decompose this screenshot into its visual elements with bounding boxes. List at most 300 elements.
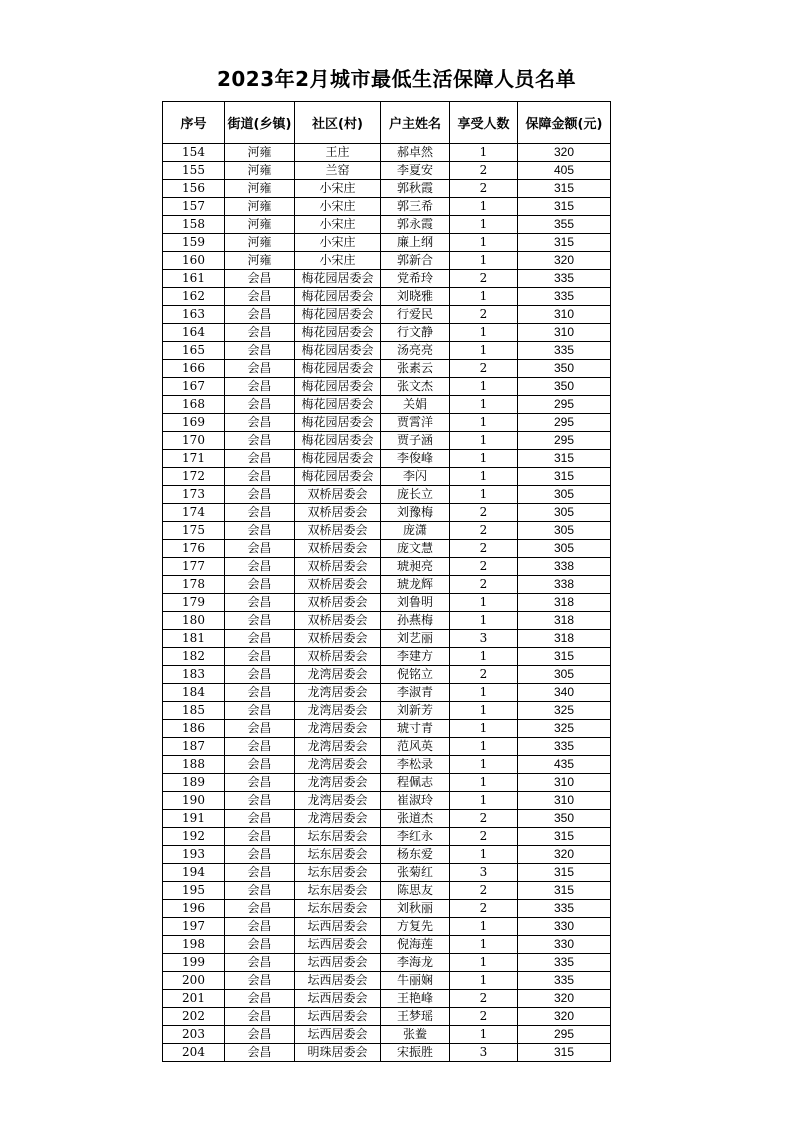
allowance-amount-cell: 295: [518, 414, 611, 432]
community-cell: 坛东居委会: [295, 828, 381, 846]
householder-name-cell: 张素云: [381, 360, 450, 378]
community-cell: 龙湾居委会: [295, 756, 381, 774]
allowance-amount-cell: 295: [518, 396, 611, 414]
householder-name-cell: 李闪: [381, 468, 450, 486]
allowance-amount-cell: 350: [518, 378, 611, 396]
table-row: [163, 846, 611, 864]
serial-number-cell: 168: [163, 396, 225, 414]
table-row: [163, 918, 611, 936]
householder-name-cell: 陈思友: [381, 882, 450, 900]
allowance-amount-cell: 315: [518, 234, 611, 252]
community-cell: 兰窑: [295, 162, 381, 180]
beneficiary-count-cell: 1: [450, 612, 518, 630]
beneficiary-count-cell: 2: [450, 576, 518, 594]
householder-name-cell: 郭永霞: [381, 216, 450, 234]
beneficiary-count-cell: 2: [450, 558, 518, 576]
community-cell: 小宋庄: [295, 216, 381, 234]
householder-name-cell: 琥昶亮: [381, 558, 450, 576]
beneficiary-count-cell: 2: [450, 990, 518, 1008]
householder-name-cell: 李海龙: [381, 954, 450, 972]
street-cell: 会昌: [225, 828, 295, 846]
beneficiary-count-cell: 1: [450, 702, 518, 720]
community-cell: 双桥居委会: [295, 630, 381, 648]
allowance-amount-cell: 295: [518, 432, 611, 450]
street-cell: 会昌: [225, 666, 295, 684]
beneficiary-count-cell: 1: [450, 684, 518, 702]
street-cell: 会昌: [225, 432, 295, 450]
community-cell: 双桥居委会: [295, 522, 381, 540]
householder-name-cell: 郭秋霞: [381, 180, 450, 198]
roster-body: [163, 144, 611, 1062]
allowance-amount-cell: 310: [518, 324, 611, 342]
serial-number-cell: 179: [163, 594, 225, 612]
table-row: [163, 828, 611, 846]
community-cell: 坛东居委会: [295, 882, 381, 900]
street-cell: 会昌: [225, 468, 295, 486]
beneficiary-count-cell: 1: [450, 144, 518, 162]
street-cell: 会昌: [225, 918, 295, 936]
header-street: 街道(乡镇): [225, 102, 295, 144]
street-cell: 河雍: [225, 144, 295, 162]
serial-number-cell: 187: [163, 738, 225, 756]
serial-number-cell: 189: [163, 774, 225, 792]
householder-name-cell: 刘艺丽: [381, 630, 450, 648]
allowance-amount-cell: 320: [518, 846, 611, 864]
beneficiary-count-cell: 2: [450, 360, 518, 378]
table-row: [163, 630, 611, 648]
allowance-amount-cell: 325: [518, 702, 611, 720]
street-cell: 会昌: [225, 306, 295, 324]
beneficiary-count-cell: 1: [450, 288, 518, 306]
community-cell: 龙湾居委会: [295, 810, 381, 828]
community-cell: 龙湾居委会: [295, 774, 381, 792]
beneficiary-count-cell: 2: [450, 828, 518, 846]
beneficiary-count-cell: 2: [450, 270, 518, 288]
householder-name-cell: 庞文慧: [381, 540, 450, 558]
community-cell: 双桥居委会: [295, 540, 381, 558]
page-title: 2023年2月城市最低生活保障人员名单: [216, 67, 577, 91]
serial-number-cell: 192: [163, 828, 225, 846]
serial-number-cell: 184: [163, 684, 225, 702]
serial-number-cell: 180: [163, 612, 225, 630]
householder-name-cell: 郭新合: [381, 252, 450, 270]
beneficiary-count-cell: 1: [450, 774, 518, 792]
table-row: [163, 720, 611, 738]
community-cell: 龙湾居委会: [295, 702, 381, 720]
community-cell: 坛西居委会: [295, 972, 381, 990]
serial-number-cell: 161: [163, 270, 225, 288]
table-row: [163, 288, 611, 306]
table-row: [163, 198, 611, 216]
beneficiary-count-cell: 3: [450, 1044, 518, 1062]
beneficiary-count-cell: 1: [450, 720, 518, 738]
community-cell: 龙湾居委会: [295, 792, 381, 810]
street-cell: 会昌: [225, 882, 295, 900]
allowance-amount-cell: 335: [518, 342, 611, 360]
table-row: [163, 342, 611, 360]
householder-name-cell: 李淑青: [381, 684, 450, 702]
serial-number-cell: 154: [163, 144, 225, 162]
serial-number-cell: 177: [163, 558, 225, 576]
street-cell: 河雍: [225, 162, 295, 180]
serial-number-cell: 198: [163, 936, 225, 954]
header-community: 社区(村): [295, 102, 381, 144]
householder-name-cell: 关娟: [381, 396, 450, 414]
community-cell: 明珠居委会: [295, 1044, 381, 1062]
street-cell: 会昌: [225, 612, 295, 630]
street-cell: 河雍: [225, 198, 295, 216]
allowance-amount-cell: 330: [518, 936, 611, 954]
beneficiary-count-cell: 1: [450, 216, 518, 234]
street-cell: 会昌: [225, 360, 295, 378]
street-cell: 会昌: [225, 702, 295, 720]
serial-number-cell: 199: [163, 954, 225, 972]
table-row: [163, 684, 611, 702]
table-row: [163, 972, 611, 990]
community-cell: 梅花园居委会: [295, 360, 381, 378]
table-row: [163, 576, 611, 594]
serial-number-cell: 196: [163, 900, 225, 918]
householder-name-cell: 李俊峰: [381, 450, 450, 468]
street-cell: 会昌: [225, 810, 295, 828]
street-cell: 会昌: [225, 900, 295, 918]
street-cell: 会昌: [225, 342, 295, 360]
table-row: [163, 306, 611, 324]
serial-number-cell: 200: [163, 972, 225, 990]
householder-name-cell: 宋振胜: [381, 1044, 450, 1062]
allowance-amount-cell: 320: [518, 990, 611, 1008]
table-row: [163, 432, 611, 450]
community-cell: 小宋庄: [295, 234, 381, 252]
allowance-amount-cell: 318: [518, 630, 611, 648]
allowance-amount-cell: 350: [518, 810, 611, 828]
street-cell: 河雍: [225, 252, 295, 270]
street-cell: 会昌: [225, 792, 295, 810]
street-cell: 会昌: [225, 738, 295, 756]
allowance-amount-cell: 295: [518, 1026, 611, 1044]
street-cell: 会昌: [225, 1044, 295, 1062]
beneficiary-count-cell: 1: [450, 234, 518, 252]
beneficiary-count-cell: 1: [450, 846, 518, 864]
allowance-amount-cell: 305: [518, 522, 611, 540]
serial-number-cell: 170: [163, 432, 225, 450]
table-row: [163, 324, 611, 342]
householder-name-cell: 廉上纲: [381, 234, 450, 252]
table-row: [163, 378, 611, 396]
community-cell: 坛西居委会: [295, 990, 381, 1008]
community-cell: 梅花园居委会: [295, 288, 381, 306]
beneficiary-count-cell: 1: [450, 450, 518, 468]
beneficiary-count-cell: 3: [450, 630, 518, 648]
table-row: [163, 270, 611, 288]
street-cell: 会昌: [225, 846, 295, 864]
beneficiary-count-cell: 1: [450, 414, 518, 432]
serial-number-cell: 201: [163, 990, 225, 1008]
header-beneficiary-count: 享受人数: [450, 102, 518, 144]
serial-number-cell: 160: [163, 252, 225, 270]
serial-number-cell: 183: [163, 666, 225, 684]
table-row: [163, 558, 611, 576]
street-cell: 会昌: [225, 576, 295, 594]
allowance-amount-cell: 335: [518, 900, 611, 918]
community-cell: 龙湾居委会: [295, 666, 381, 684]
serial-number-cell: 203: [163, 1026, 225, 1044]
serial-number-cell: 166: [163, 360, 225, 378]
street-cell: 会昌: [225, 396, 295, 414]
street-cell: 会昌: [225, 450, 295, 468]
street-cell: 会昌: [225, 774, 295, 792]
table-row: [163, 540, 611, 558]
beneficiary-count-cell: 1: [450, 648, 518, 666]
community-cell: 双桥居委会: [295, 486, 381, 504]
community-cell: 坛西居委会: [295, 1026, 381, 1044]
street-cell: 会昌: [225, 684, 295, 702]
table-row: [163, 990, 611, 1008]
community-cell: 梅花园居委会: [295, 270, 381, 288]
householder-name-cell: 郭三希: [381, 198, 450, 216]
beneficiary-count-cell: 1: [450, 792, 518, 810]
community-cell: 小宋庄: [295, 198, 381, 216]
table-row: [163, 756, 611, 774]
allowance-amount-cell: 335: [518, 954, 611, 972]
householder-name-cell: 王梦瑶: [381, 1008, 450, 1026]
street-cell: 会昌: [225, 990, 295, 1008]
table-row: [163, 1044, 611, 1062]
serial-number-cell: 169: [163, 414, 225, 432]
serial-number-cell: 178: [163, 576, 225, 594]
beneficiary-count-cell: 3: [450, 864, 518, 882]
community-cell: 坛东居委会: [295, 864, 381, 882]
allowance-amount-cell: 325: [518, 720, 611, 738]
beneficiary-count-cell: 1: [450, 198, 518, 216]
street-cell: 会昌: [225, 504, 295, 522]
street-cell: 会昌: [225, 756, 295, 774]
table-row: [163, 216, 611, 234]
table-row: [163, 504, 611, 522]
serial-number-cell: 175: [163, 522, 225, 540]
community-cell: 梅花园居委会: [295, 432, 381, 450]
table-row: [163, 414, 611, 432]
table-row: [163, 360, 611, 378]
serial-number-cell: 204: [163, 1044, 225, 1062]
table-row: [163, 810, 611, 828]
beneficiary-count-cell: 2: [450, 180, 518, 198]
householder-name-cell: 琥寸青: [381, 720, 450, 738]
householder-name-cell: 行爱民: [381, 306, 450, 324]
street-cell: 会昌: [225, 972, 295, 990]
header-serial-number: 序号: [163, 102, 225, 144]
serial-number-cell: 185: [163, 702, 225, 720]
householder-name-cell: 倪铭立: [381, 666, 450, 684]
allowance-amount-cell: 338: [518, 558, 611, 576]
community-cell: 坛西居委会: [295, 918, 381, 936]
allowance-amount-cell: 318: [518, 594, 611, 612]
serial-number-cell: 195: [163, 882, 225, 900]
serial-number-cell: 158: [163, 216, 225, 234]
community-cell: 梅花园居委会: [295, 396, 381, 414]
beneficiary-count-cell: 1: [450, 1026, 518, 1044]
allowance-amount-cell: 315: [518, 450, 611, 468]
allowance-amount-cell: 320: [518, 1008, 611, 1026]
beneficiary-count-cell: 1: [450, 252, 518, 270]
table-row: [163, 396, 611, 414]
community-cell: 梅花园居委会: [295, 306, 381, 324]
allowance-amount-cell: 330: [518, 918, 611, 936]
community-cell: 龙湾居委会: [295, 738, 381, 756]
allowance-amount-cell: 310: [518, 792, 611, 810]
serial-number-cell: 188: [163, 756, 225, 774]
householder-name-cell: 贾霄洋: [381, 414, 450, 432]
street-cell: 会昌: [225, 270, 295, 288]
table-row: [163, 900, 611, 918]
table-row: [163, 954, 611, 972]
allowance-amount-cell: 315: [518, 1044, 611, 1062]
allowance-amount-cell: 315: [518, 828, 611, 846]
community-cell: 龙湾居委会: [295, 684, 381, 702]
community-cell: 双桥居委会: [295, 612, 381, 630]
householder-name-cell: 王艳峰: [381, 990, 450, 1008]
beneficiary-count-cell: 1: [450, 972, 518, 990]
community-cell: 王庄: [295, 144, 381, 162]
allowance-amount-cell: 320: [518, 144, 611, 162]
householder-name-cell: 张文杰: [381, 378, 450, 396]
roster-table: [162, 101, 611, 1062]
allowance-amount-cell: 318: [518, 612, 611, 630]
community-cell: 双桥居委会: [295, 594, 381, 612]
allowance-amount-cell: 335: [518, 738, 611, 756]
table-row: [163, 648, 611, 666]
serial-number-cell: 165: [163, 342, 225, 360]
householder-name-cell: 刘豫梅: [381, 504, 450, 522]
householder-name-cell: 汤亮亮: [381, 342, 450, 360]
allowance-amount-cell: 435: [518, 756, 611, 774]
allowance-amount-cell: 338: [518, 576, 611, 594]
table-row: [163, 1026, 611, 1044]
community-cell: 坛东居委会: [295, 846, 381, 864]
street-cell: 会昌: [225, 522, 295, 540]
householder-name-cell: 李夏安: [381, 162, 450, 180]
allowance-amount-cell: 310: [518, 774, 611, 792]
beneficiary-count-cell: 2: [450, 666, 518, 684]
householder-name-cell: 牛丽娴: [381, 972, 450, 990]
householder-name-cell: 刘晓雅: [381, 288, 450, 306]
beneficiary-count-cell: 2: [450, 1008, 518, 1026]
serial-number-cell: 174: [163, 504, 225, 522]
table-row: [163, 162, 611, 180]
allowance-amount-cell: 310: [518, 306, 611, 324]
table-row: [163, 792, 611, 810]
beneficiary-count-cell: 1: [450, 486, 518, 504]
serial-number-cell: 181: [163, 630, 225, 648]
beneficiary-count-cell: 1: [450, 954, 518, 972]
householder-name-cell: 张菊红: [381, 864, 450, 882]
allowance-amount-cell: 320: [518, 252, 611, 270]
community-cell: 梅花园居委会: [295, 324, 381, 342]
community-cell: 坛西居委会: [295, 936, 381, 954]
allowance-amount-cell: 315: [518, 882, 611, 900]
beneficiary-count-cell: 1: [450, 378, 518, 396]
householder-name-cell: 李建方: [381, 648, 450, 666]
allowance-amount-cell: 350: [518, 360, 611, 378]
allowance-amount-cell: 335: [518, 288, 611, 306]
beneficiary-count-cell: 1: [450, 324, 518, 342]
street-cell: 会昌: [225, 324, 295, 342]
allowance-amount-cell: 315: [518, 198, 611, 216]
householder-name-cell: 庞长立: [381, 486, 450, 504]
allowance-amount-cell: 335: [518, 972, 611, 990]
householder-name-cell: 刘秋丽: [381, 900, 450, 918]
householder-name-cell: 行文静: [381, 324, 450, 342]
householder-name-cell: 刘新芳: [381, 702, 450, 720]
householder-name-cell: 郝卓然: [381, 144, 450, 162]
serial-number-cell: 191: [163, 810, 225, 828]
beneficiary-count-cell: 1: [450, 468, 518, 486]
street-cell: 会昌: [225, 936, 295, 954]
serial-number-cell: 186: [163, 720, 225, 738]
householder-name-cell: 倪海莲: [381, 936, 450, 954]
allowance-amount-cell: 305: [518, 666, 611, 684]
table-row: [163, 252, 611, 270]
street-cell: 河雍: [225, 234, 295, 252]
community-cell: 梅花园居委会: [295, 450, 381, 468]
allowance-amount-cell: 315: [518, 180, 611, 198]
householder-name-cell: 庞潇: [381, 522, 450, 540]
community-cell: 双桥居委会: [295, 504, 381, 522]
street-cell: 河雍: [225, 216, 295, 234]
householder-name-cell: 李松录: [381, 756, 450, 774]
beneficiary-count-cell: 2: [450, 810, 518, 828]
householder-name-cell: 崔淑玲: [381, 792, 450, 810]
community-cell: 龙湾居委会: [295, 720, 381, 738]
street-cell: 会昌: [225, 558, 295, 576]
allowance-amount-cell: 355: [518, 216, 611, 234]
serial-number-cell: 164: [163, 324, 225, 342]
street-cell: 会昌: [225, 1008, 295, 1026]
street-cell: 会昌: [225, 720, 295, 738]
community-cell: 梅花园居委会: [295, 468, 381, 486]
table-row: [163, 522, 611, 540]
table-row: [163, 666, 611, 684]
beneficiary-count-cell: 2: [450, 900, 518, 918]
serial-number-cell: 173: [163, 486, 225, 504]
beneficiary-count-cell: 2: [450, 162, 518, 180]
serial-number-cell: 155: [163, 162, 225, 180]
serial-number-cell: 190: [163, 792, 225, 810]
serial-number-cell: 159: [163, 234, 225, 252]
header-row: [163, 102, 611, 144]
community-cell: 双桥居委会: [295, 558, 381, 576]
beneficiary-count-cell: 1: [450, 936, 518, 954]
allowance-amount-cell: 335: [518, 270, 611, 288]
householder-name-cell: 张鲞: [381, 1026, 450, 1044]
beneficiary-count-cell: 1: [450, 594, 518, 612]
allowance-amount-cell: 315: [518, 468, 611, 486]
householder-name-cell: 张道杰: [381, 810, 450, 828]
beneficiary-count-cell: 1: [450, 918, 518, 936]
beneficiary-count-cell: 1: [450, 342, 518, 360]
table-row: [163, 450, 611, 468]
table-row: [163, 702, 611, 720]
community-cell: 坛西居委会: [295, 1008, 381, 1026]
householder-name-cell: 方复先: [381, 918, 450, 936]
allowance-amount-cell: 340: [518, 684, 611, 702]
serial-number-cell: 194: [163, 864, 225, 882]
allowance-amount-cell: 315: [518, 864, 611, 882]
serial-number-cell: 163: [163, 306, 225, 324]
householder-name-cell: 党希玲: [381, 270, 450, 288]
serial-number-cell: 171: [163, 450, 225, 468]
beneficiary-count-cell: 2: [450, 522, 518, 540]
